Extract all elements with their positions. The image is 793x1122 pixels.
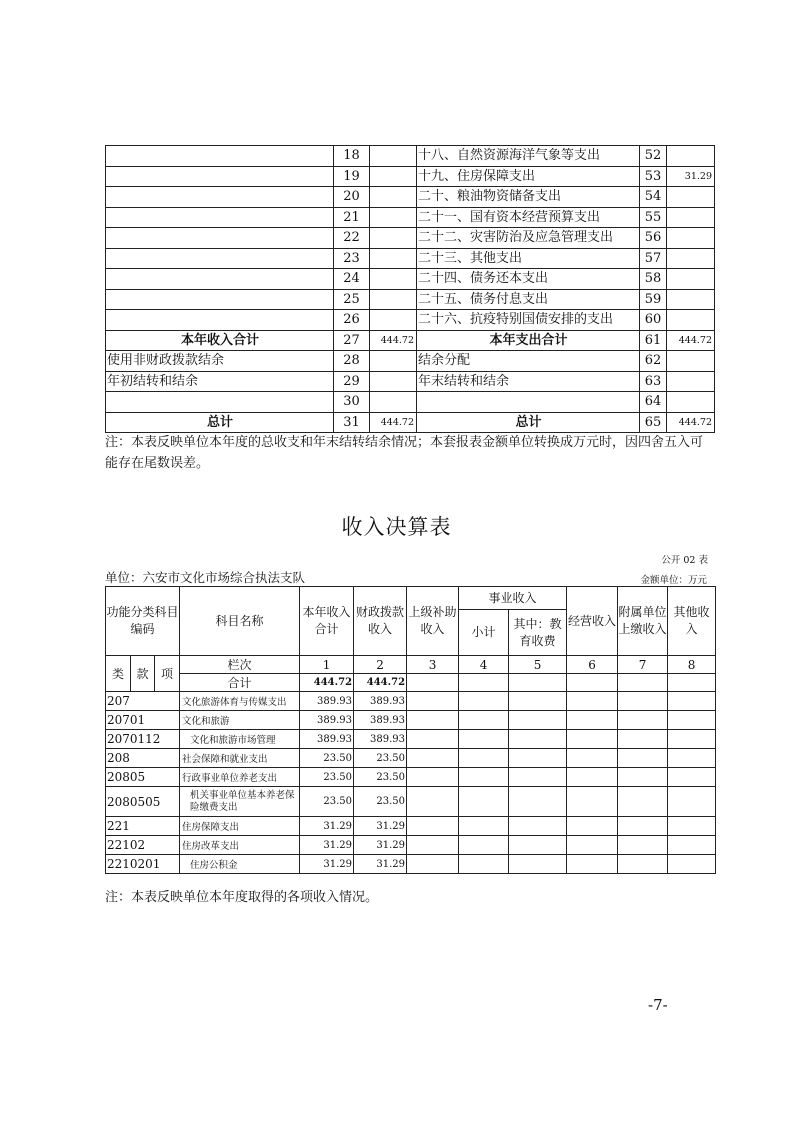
left-row-number: 26	[334, 310, 370, 331]
summary-row	[106, 187, 715, 208]
right-item-label: 二十六、抗疫特别国债安排的支出	[417, 310, 640, 331]
empty-cell	[459, 836, 509, 855]
income-row	[106, 787, 716, 817]
left-row-number: 31	[334, 412, 370, 433]
left-item-label	[106, 166, 334, 187]
left-amount: 444.72	[370, 330, 417, 351]
right-row-number: 61	[640, 330, 667, 351]
left-item-label	[106, 248, 334, 269]
left-row-number: 19	[334, 166, 370, 187]
empty-cell	[509, 855, 567, 874]
empty-cell	[509, 692, 567, 711]
empty-cell	[509, 749, 567, 768]
summary-row	[106, 412, 715, 433]
empty-cell	[407, 730, 459, 749]
empty-cell	[567, 692, 618, 711]
column-number: 1	[300, 656, 354, 674]
header-edu-fee: 其中：教育收费	[509, 610, 567, 656]
total-income-value: 31.29	[300, 855, 354, 874]
left-row-number: 22	[334, 228, 370, 249]
left-row-number: 18	[334, 146, 370, 167]
subject-code: 20805	[106, 768, 180, 787]
empty-cell	[407, 749, 459, 768]
summary-row	[106, 248, 715, 269]
left-item-label	[106, 187, 334, 208]
empty-cell	[509, 768, 567, 787]
total-income-value: 23.50	[300, 768, 354, 787]
left-row-number: 24	[334, 269, 370, 290]
subject-name: 机关事业单位基本养老保险缴费支出	[180, 787, 300, 817]
income-note: 注：本表反映单位本年度取得的各项收入情况。	[105, 890, 379, 905]
left-item-label	[106, 207, 334, 228]
header-total-income: 本年收入合计	[300, 587, 354, 656]
left-item-label: 年初结转和结余	[106, 371, 334, 392]
right-row-number: 59	[640, 289, 667, 310]
summary-row	[106, 146, 715, 167]
left-item-label: 总计	[106, 412, 334, 433]
right-amount	[667, 146, 715, 167]
summary-row	[106, 269, 715, 290]
right-amount: 444.72	[667, 412, 715, 433]
subject-name: 文化旅游体育与传媒支出	[180, 692, 300, 711]
left-row-number: 30	[334, 392, 370, 413]
left-amount	[370, 392, 417, 413]
total-income-value: 31.29	[300, 817, 354, 836]
header-superior: 上级补助收入	[407, 587, 459, 656]
header-func-code: 功能分类科目编码	[106, 587, 180, 656]
header-subject-name: 科目名称	[180, 587, 300, 656]
left-amount	[370, 351, 417, 372]
income-row	[106, 768, 716, 787]
subject-code: 22102	[106, 836, 180, 855]
left-row-number: 28	[334, 351, 370, 372]
subject-name: 住房公积金	[180, 855, 300, 874]
summary-note: 注：本表反映单位本年度的总收支和年末结转结余情况；本套报表金额单位转换成万元时，因四舍五入可能存在尾数误差。	[105, 435, 704, 471]
empty-cell	[407, 787, 459, 817]
right-row-number: 65	[640, 412, 667, 433]
column-number: 6	[567, 656, 618, 674]
empty-cell	[618, 749, 668, 768]
right-item-label: 总计	[417, 412, 640, 433]
right-row-number: 60	[640, 310, 667, 331]
empty-cell	[668, 855, 716, 874]
empty-cell	[509, 730, 567, 749]
fiscal-value: 389.93	[354, 711, 407, 730]
right-row-number: 53	[640, 166, 667, 187]
income-row	[106, 836, 716, 855]
amount-unit: 金额单位：万元	[640, 575, 707, 586]
right-row-number: 57	[640, 248, 667, 269]
right-item-label: 二十三、其他支出	[417, 248, 640, 269]
left-item-label	[106, 228, 334, 249]
empty-cell	[567, 787, 618, 817]
left-item-label	[106, 392, 334, 413]
column-number-row	[106, 656, 716, 674]
summary-row	[106, 371, 715, 392]
right-item-label: 二十四、债务还本支出	[417, 269, 640, 290]
income-row	[106, 692, 716, 711]
subject-name: 社会保障和就业支出	[180, 749, 300, 768]
empty-cell	[567, 855, 618, 874]
empty-cell	[567, 768, 618, 787]
subject-code: 20701	[106, 711, 180, 730]
fiscal-value: 31.29	[354, 836, 407, 855]
subject-name: 行政事业单位养老支出	[180, 768, 300, 787]
left-item-label	[106, 146, 334, 167]
total-income-value: 389.93	[300, 711, 354, 730]
empty-cell	[618, 768, 668, 787]
empty-cell	[567, 749, 618, 768]
left-item-label	[106, 289, 334, 310]
fiscal-value: 23.50	[354, 787, 407, 817]
header-other: 其他收入	[668, 587, 716, 656]
right-amount	[667, 187, 715, 208]
subject-code: 2080505	[106, 787, 180, 817]
empty-cell	[509, 711, 567, 730]
empty-cell	[509, 836, 567, 855]
right-row-number: 54	[640, 187, 667, 208]
empty-cell	[668, 730, 716, 749]
empty-cell	[668, 749, 716, 768]
empty-cell	[618, 855, 668, 874]
column-number-label: 栏次	[180, 656, 300, 674]
left-amount	[370, 228, 417, 249]
empty-cell	[407, 836, 459, 855]
summary-row	[106, 166, 715, 187]
header-xiang: 项	[155, 656, 180, 692]
empty-cell	[459, 817, 509, 836]
empty-cell	[567, 711, 618, 730]
empty-cell	[407, 692, 459, 711]
empty-cell	[459, 711, 509, 730]
left-amount	[370, 187, 417, 208]
left-row-number: 21	[334, 207, 370, 228]
subject-code: 2070112	[106, 730, 180, 749]
right-amount	[667, 351, 715, 372]
left-amount	[370, 248, 417, 269]
subject-code: 221	[106, 817, 180, 836]
empty-cell	[668, 692, 716, 711]
left-item-label: 使用非财政拨款结余	[106, 351, 334, 372]
total-income-value: 31.29	[300, 836, 354, 855]
empty-cell	[668, 817, 716, 836]
right-amount	[667, 310, 715, 331]
empty-cell	[459, 749, 509, 768]
total-row	[106, 674, 716, 692]
total-income-value: 23.50	[300, 749, 354, 768]
form-number: 公开 02 表	[661, 555, 708, 566]
right-row-number: 62	[640, 351, 667, 372]
subject-code: 208	[106, 749, 180, 768]
empty-cell	[668, 768, 716, 787]
column-number: 2	[354, 656, 407, 674]
income-row	[106, 730, 716, 749]
right-row-number: 64	[640, 392, 667, 413]
left-row-number: 29	[334, 371, 370, 392]
income-table-body	[106, 587, 716, 874]
right-item-label	[417, 392, 640, 413]
empty-cell	[459, 787, 509, 817]
header-operating: 经营收入	[567, 587, 618, 656]
left-amount	[370, 371, 417, 392]
left-amount	[370, 207, 417, 228]
summary-table	[105, 145, 715, 433]
subject-code: 2210201	[106, 855, 180, 874]
right-amount	[667, 289, 715, 310]
empty-cell	[407, 855, 459, 874]
empty-cell	[407, 768, 459, 787]
fiscal-value: 31.29	[354, 817, 407, 836]
left-row-number: 25	[334, 289, 370, 310]
empty-cell	[407, 817, 459, 836]
right-amount	[667, 228, 715, 249]
summary-table-body	[106, 146, 715, 433]
total-fiscal-value: 444.72	[354, 674, 407, 692]
page-number: -7-	[648, 996, 668, 1014]
fiscal-value: 389.93	[354, 730, 407, 749]
subject-name: 住房改革支出	[180, 836, 300, 855]
header-row-1	[106, 587, 716, 610]
right-row-number: 58	[640, 269, 667, 290]
total-label: 合计	[180, 674, 300, 692]
left-amount	[370, 310, 417, 331]
empty-cell	[567, 730, 618, 749]
left-row-number: 20	[334, 187, 370, 208]
right-amount	[667, 371, 715, 392]
summary-row	[106, 310, 715, 331]
reporting-unit: 单位：六安市文化市场综合执法支队	[105, 570, 306, 585]
right-amount	[667, 248, 715, 269]
empty-cell	[459, 855, 509, 874]
column-number: 7	[618, 656, 668, 674]
left-item-label	[106, 269, 334, 290]
summary-row	[106, 351, 715, 372]
header-lei: 类	[106, 656, 131, 692]
left-item-label: 本年收入合计	[106, 330, 334, 351]
summary-row	[106, 289, 715, 310]
right-amount	[667, 269, 715, 290]
income-row	[106, 749, 716, 768]
empty-cell	[618, 817, 668, 836]
empty-cell	[509, 817, 567, 836]
empty-cell	[668, 787, 716, 817]
right-amount: 444.72	[667, 330, 715, 351]
column-number: 4	[459, 656, 509, 674]
column-number: 8	[668, 656, 716, 674]
right-item-label: 二十五、债务付息支出	[417, 289, 640, 310]
right-amount	[667, 392, 715, 413]
empty-cell	[459, 730, 509, 749]
right-item-label: 二十二、灾害防治及应急管理支出	[417, 228, 640, 249]
income-row	[106, 817, 716, 836]
column-number: 5	[509, 656, 567, 674]
total-income-value: 389.93	[300, 730, 354, 749]
income-row	[106, 711, 716, 730]
fiscal-value: 23.50	[354, 749, 407, 768]
left-item-label	[106, 310, 334, 331]
right-row-number: 52	[640, 146, 667, 167]
right-item-label: 二十一、国有资本经营预算支出	[417, 207, 640, 228]
empty-cell	[567, 836, 618, 855]
left-amount	[370, 269, 417, 290]
right-item-label: 十八、自然资源海洋气象等支出	[417, 146, 640, 167]
empty-cell	[618, 692, 668, 711]
header-business: 事业收入	[459, 587, 567, 610]
empty-cell	[668, 711, 716, 730]
summary-row	[106, 330, 715, 351]
right-amount: 31.29	[667, 166, 715, 187]
header-fiscal: 财政拨款收入	[354, 587, 407, 656]
right-item-label: 十九、住房保障支出	[417, 166, 640, 187]
right-row-number: 63	[640, 371, 667, 392]
header-affiliated: 附属单位上缴收入	[618, 587, 668, 656]
subject-code: 207	[106, 692, 180, 711]
right-row-number: 56	[640, 228, 667, 249]
empty-cell	[459, 768, 509, 787]
left-amount	[370, 289, 417, 310]
income-table	[105, 586, 716, 874]
right-amount	[667, 207, 715, 228]
left-amount: 444.72	[370, 412, 417, 433]
total-income-value: 444.72	[300, 674, 354, 692]
empty-cell	[407, 711, 459, 730]
fiscal-value: 23.50	[354, 768, 407, 787]
right-row-number: 55	[640, 207, 667, 228]
empty-cell	[618, 787, 668, 817]
summary-row	[106, 392, 715, 413]
right-item-label: 结余分配	[417, 351, 640, 372]
right-item-label: 二十、粮油物资储备支出	[417, 187, 640, 208]
fiscal-value: 31.29	[354, 855, 407, 874]
left-amount	[370, 166, 417, 187]
empty-cell	[618, 836, 668, 855]
empty-cell	[567, 817, 618, 836]
empty-cell	[618, 711, 668, 730]
left-amount	[370, 146, 417, 167]
subject-name: 文化和旅游	[180, 711, 300, 730]
empty-cell	[668, 836, 716, 855]
subject-name: 住房保障支出	[180, 817, 300, 836]
header-kuan: 款	[131, 656, 155, 692]
summary-row	[106, 228, 715, 249]
fiscal-value: 389.93	[354, 692, 407, 711]
column-number: 3	[407, 656, 459, 674]
page-title: 收入决算表	[341, 515, 452, 539]
summary-row	[106, 207, 715, 228]
total-income-value: 389.93	[300, 692, 354, 711]
left-row-number: 27	[334, 330, 370, 351]
right-item-label: 本年支出合计	[417, 330, 640, 351]
header-subtotal: 小计	[459, 610, 509, 656]
left-row-number: 23	[334, 248, 370, 269]
right-item-label: 年末结转和结余	[417, 371, 640, 392]
empty-cell	[509, 787, 567, 817]
subject-name: 文化和旅游市场管理	[180, 730, 300, 749]
empty-cell	[618, 730, 668, 749]
total-income-value: 23.50	[300, 787, 354, 817]
income-row	[106, 855, 716, 874]
empty-cell	[459, 692, 509, 711]
